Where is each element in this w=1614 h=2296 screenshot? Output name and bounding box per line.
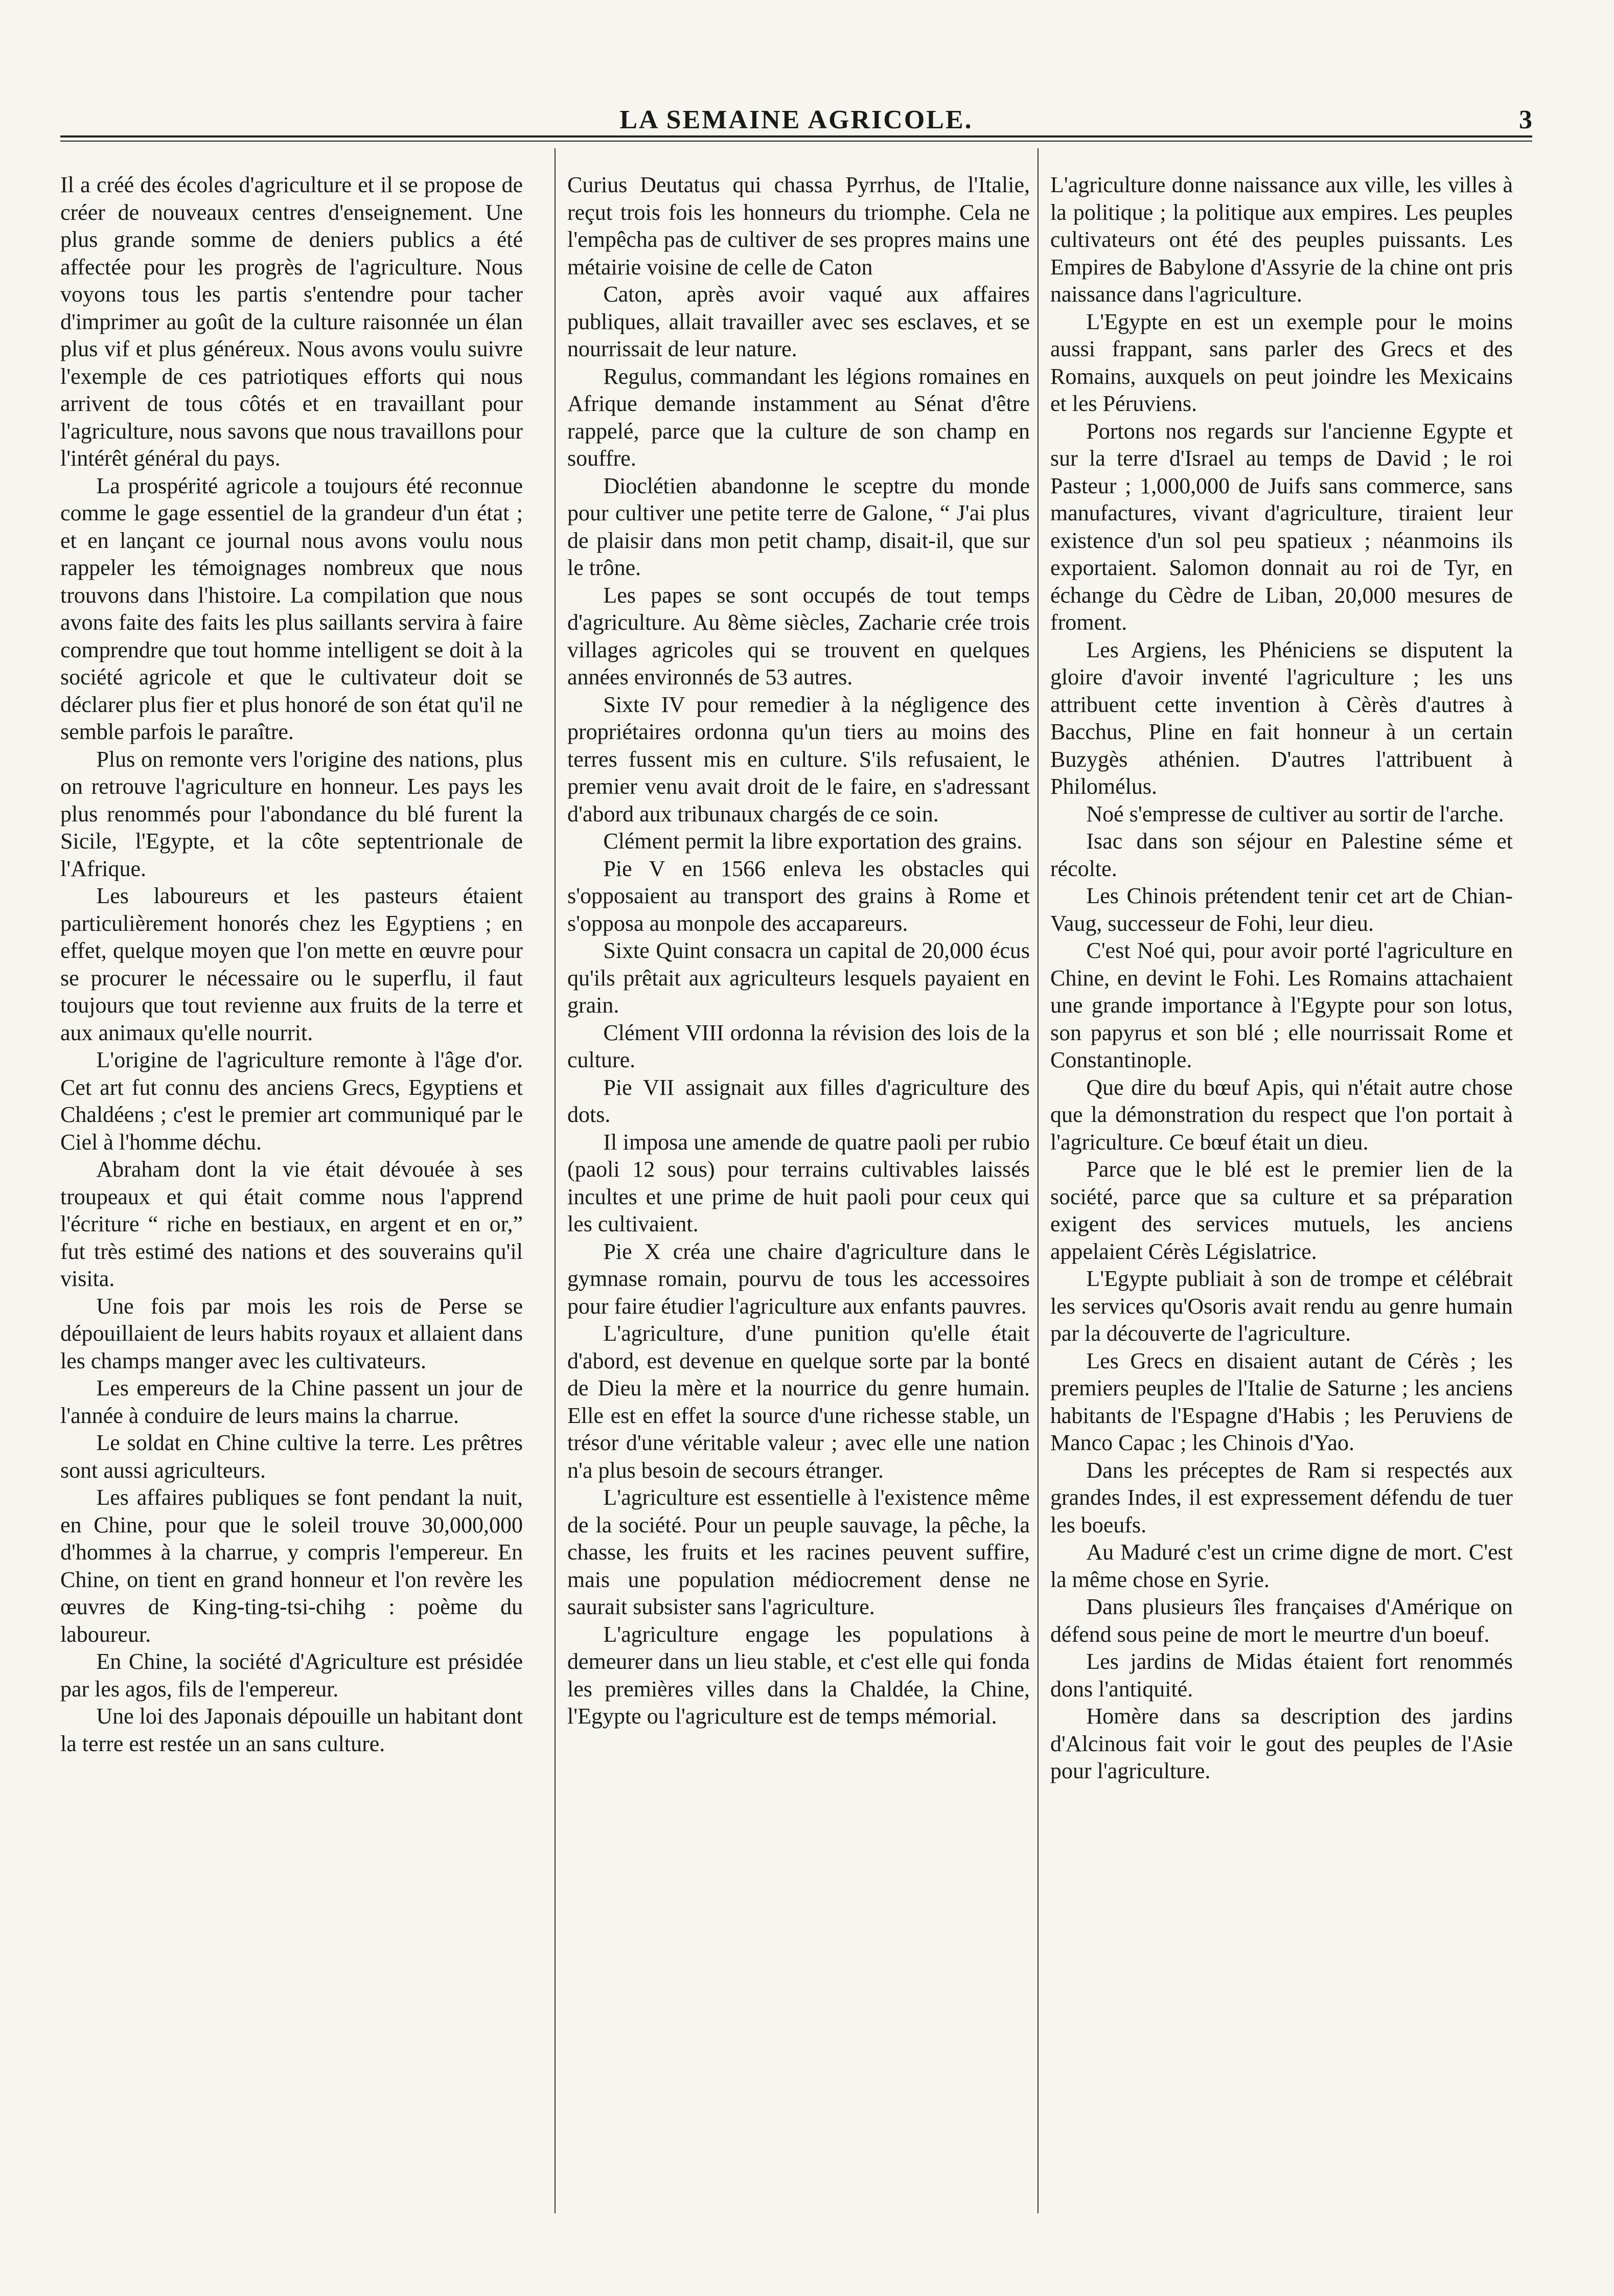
article-paragraph: Pie V en 1566 enleva les obstacles qui s'opposaient au transport des grains à Rome et s'opposa au monpole des accapareurs. — [567, 856, 1030, 936]
article-paragraph: L'origine de l'agriculture remonte à l'âge d'or. Cet art fut connu des anciens Grecs, Egyptiens et Chaldéens ; c'est le premier art communiqué par le Ciel à l'homme déchu. — [60, 1047, 523, 1155]
article-paragraph: Clément permit la libre exportation des grains. — [603, 829, 1023, 854]
article-paragraph: Noé s'empresse de cultiver au sortir de l'arche. — [1086, 801, 1504, 826]
article-paragraph: C'est Noé qui, pour avoir porté l'agriculture en Chine, en devint le Fohi. Les Romains attachaient une grande importance à l'Egypte pour son lotus, son papyrus et son blé ; elle nourrissait Rome et Constantinople. — [1050, 938, 1513, 1072]
column-2 — [567, 171, 1030, 2216]
article-paragraph: Que dire du bœuf Apis, qui n'était autre chose que la démonstration du respect que l'on portait à l'agriculture. Ce bœuf était un dieu. — [1050, 1074, 1513, 1155]
column-3 — [1050, 171, 1513, 2216]
page-number: 3 — [1519, 105, 1532, 134]
journal-title: LA SEMAINE AGRICOLE. — [619, 105, 973, 134]
article-paragraph: Isac dans son séjour en Palestine séme et récolte. — [1050, 829, 1513, 881]
article-paragraph: L'Egypte en est un exemple pour le moins aussi frappant, sans parler des Grecs et des Romains, auxquels on peut joindre les Mexicains et les Péruviens. — [1050, 309, 1513, 416]
article-paragraph: L'agriculture engage les populations à demeurer dans un lieu stable, et c'est elle qui fonda les premières villes dans la Chaldée, la Chine, l'Egypte ou l'agriculture est de temps mémorial. — [567, 1621, 1030, 1729]
article-paragraph: Au Maduré c'est un crime digne de mort. C'est la même chose en Syrie. — [1050, 1540, 1513, 1592]
article-paragraph: Pie VII assignait aux filles d'agriculture des dots. — [567, 1074, 1030, 1127]
header-rule — [60, 135, 1532, 137]
page-header — [60, 105, 1532, 146]
article-paragraph: Sixte Quint consacra un capital de 20,000 écus qu'ils prêtait aux agriculteurs lesquels payaient en grain. — [567, 938, 1030, 1018]
article-paragraph: Caton, après avoir vaqué aux affaires publiques, allait travailler avec ses esclaves, et se nourrissait de leur nature. — [567, 282, 1030, 361]
article-paragraph: En Chine, la société d'Agriculture est présidée par les agos, fils de l'empereur. — [60, 1649, 523, 1702]
article-paragraph: Il imposa une amende de quatre paoli per rubio (paoli 12 sous) pour terrains cultivables laissés incultes et une prime de huit paoli pour ceux qui les cultivaient. — [567, 1129, 1030, 1236]
article-paragraph: Portons nos regards sur l'ancienne Egypte et sur la terre d'Israel au temps de David ; le roi Pasteur ; 1,000,000 de Juifs sans commerce, sans manufactures, vivant d'agriculture, tiraient leur existence d'un sol peu spatieux ; néanmoins ils exportaient. Salomon donnait au roi de Tyr, en échange du Cèdre de Liban, 20,000 mesures de froment. — [1050, 418, 1513, 635]
article-paragraph: L'agriculture, d'une punition qu'elle était d'abord, est devenue en quelque sorte par la bonté de Dieu la mère et la nourrice du genre humain. Elle est en effet la source d'une richesse stable, un trésor d'une véritable valeur ; avec elle une nation n'a plus besoin de secours étranger. — [567, 1321, 1030, 1483]
article-paragraph: Il a créé des écoles d'agriculture et il se propose de créer de nouveaux centres d'enseignement. Une plus grande somme de deniers publics a été affectée pour les progrès de l'agriculture. Nous voyons tous les partis s'entendre pour tacher d'imprimer au goût de la culture raisonnée un élan plus vif et plus généreux. Nous avons voulu suivre l'exemple de ces patriotiques efforts qui nous arrivent de tous côtés et en travaillant pour l'agriculture, nous savons que nous travaillons pour l'intérêt général du pays. — [60, 172, 523, 471]
article-paragraph: Clément VIII ordonna la révision des lois de la culture. — [567, 1020, 1030, 1072]
article-paragraph: Dioclétien abandonne le sceptre du monde pour cultiver une petite terre de Galone, “ J'ai plus de plaisir dans mon petit champ, disait-il, que sur le trône. — [567, 473, 1030, 580]
column-1 — [60, 171, 523, 2216]
article-paragraph: Une fois par mois les rois de Perse se dépouillaient de leurs habits royaux et allaient dans les champs manger avec les cultivateurs. — [60, 1293, 523, 1373]
article-paragraph: Les empereurs de la Chine passent un jour de l'année à conduire de leurs mains la charrue. — [60, 1375, 523, 1428]
article-paragraph: La prospérité agricole a toujours été reconnue comme le gage essentiel de la grandeur d'un état ; et en lançant ce journal nous avons voulu nous rappeler les témoignages nombreux que nous trouvons dans l'histoire. La compilation que nous avons faite des faits les plus saillants servira à faire comprendre que tout homme intelligent se doit à la société agricole et que le cultivateur doit se déclarer plus fier et plus honoré de son état qu'il ne semble parfois le paraître. — [60, 473, 523, 744]
article-paragraph: Plus on remonte vers l'origine des nations, plus on retrouve l'agriculture en honneur. Les pays les plus renommés pour l'abondance du blé furent la Sicile, l'Egypte, et la côte septentrionale de l'Afrique. — [60, 746, 523, 881]
article-paragraph: Dans plusieurs îles françaises d'Amérique on défend sous peine de mort le meurtre d'un boeuf. — [1050, 1594, 1513, 1647]
header-rule-thin — [60, 141, 1532, 142]
article-paragraph: Pie X créa une chaire d'agriculture dans le gymnase romain, pourvu de tous les accessoires pour faire étudier l'agriculture aux enfants pauvres. — [567, 1238, 1030, 1319]
article-paragraph: Sixte IV pour remedier à la négligence des propriétaires ordonna qu'un tiers au moins des terres fussent mis en culture. S'ils refusaient, le premier venu avait droit de le faire, en s'adressant d'abord aux tribunaux chargés de ce soin. — [567, 692, 1030, 826]
article-paragraph: Homère dans sa description des jardins d'Alcinous fait voir le gout des peuples de l'Asie pour l'agriculture. — [1050, 1704, 1513, 1783]
article-paragraph: Les Chinois prétendent tenir cet art de Chian-Vaug, successeur de Fohi, leur dieu. — [1050, 883, 1513, 936]
article-paragraph: Les papes se sont occupés de tout temps d'agriculture. Au 8ème siècles, Zacharie crée trois villages agricoles qui se trouvent en quelques années environnés de 53 autres. — [567, 582, 1030, 690]
article-paragraph: Dans les préceptes de Ram si respectés aux grandes Indes, il est expressement défendu de tuer les boeufs. — [1050, 1457, 1513, 1537]
article-paragraph: Les affaires publiques se font pendant la nuit, en Chine, pour que le soleil trouve 30,000,000 d'hommes à la charrue, y compris l'empereur. En Chine, on tient en grand honneur et l'on revère les œuvres de King-ting-tsi-chihg : poème du laboureur. — [60, 1485, 523, 1647]
article-paragraph: Les jardins de Midas étaient fort renommés dons l'antiquité. — [1050, 1649, 1513, 1702]
article-paragraph: Regulus, commandant les légions romaines en Afrique demande instamment au Sénat d'être rappelé, parce que la culture de son champ en souffre. — [567, 363, 1030, 471]
article-paragraph: Abraham dont la vie était dévouée à ses troupeaux et qui était comme nous l'apprend l'écriture “ riche en bestiaux, en argent et en or,” fut très estimé des nations et des souverains qu'il visita. — [60, 1157, 523, 1291]
article-paragraph: Le soldat en Chine cultive la terre. Les prêtres sont aussi agriculteurs. — [60, 1430, 523, 1483]
article-paragraph: Curius Deutatus qui chassa Pyrrhus, de l'Italie, reçut trois fois les honneurs du triomphe. Cela ne l'empêcha pas de cultiver de ses propres mains une métairie voisine de celle de Caton — [567, 172, 1030, 280]
article-paragraph: Les Argiens, les Phéniciens se disputent la gloire d'avoir inventé l'agriculture ; les uns attribuent cette invention à Cèrès d'autres à Bacchus, Pline en fait honneur à un certain Buzygès athénien. D'autres l'attribuent à Philomélus. — [1050, 637, 1513, 799]
article-paragraph: Les Grecs en disaient autant de Cérès ; les premiers peuples de l'Italie de Saturne ; les anciens habitants de l'Espagne d'Habis ; les Peruviens de Manco Capac ; les Chinois d'Yao. — [1050, 1348, 1513, 1455]
article-paragraph: L'Egypte publiait à son de trompe et célébrait les services qu'Osoris avait rendu au genre humain par la découverte de l'agriculture. — [1050, 1266, 1513, 1346]
article-paragraph: Parce que le blé est le premier lien de la société, parce que sa culture et sa préparation exigent des services mutuels, les anciens appelaient Cérès Législatrice. — [1050, 1157, 1513, 1264]
article-paragraph: Les laboureurs et les pasteurs étaient particulièrement honorés chez les Egyptiens ; en effet, quelque moyen que l'on mette en œuvre pour se procurer le nécessaire ou le superflu, il faut toujours que tout revienne aux fruits de la terre et aux animaux qu'elle nourrit. — [60, 883, 523, 1045]
article-paragraph: Une loi des Japonais dépouille un habitant dont la terre est restée un an sans culture. — [60, 1704, 523, 1756]
article-paragraph: L'agriculture est essentielle à l'existence même de la société. Pour un peuple sauvage, la pêche, la chasse, les fruits et les racines peuvent suffire, mais une population médiocrement dense ne saurait subsister sans l'agriculture. — [567, 1485, 1030, 1619]
column-divider — [555, 148, 556, 2213]
article-paragraph: L'agriculture donne naissance aux ville, les villes à la politique ; la politique aux empires. Les peuples cultivateurs ont été des peuples puissants. Les Empires de Babylone d'Assyrie de la chine ont pris naissance dans l'agriculture. — [1050, 172, 1513, 307]
column-divider — [1037, 148, 1039, 2213]
